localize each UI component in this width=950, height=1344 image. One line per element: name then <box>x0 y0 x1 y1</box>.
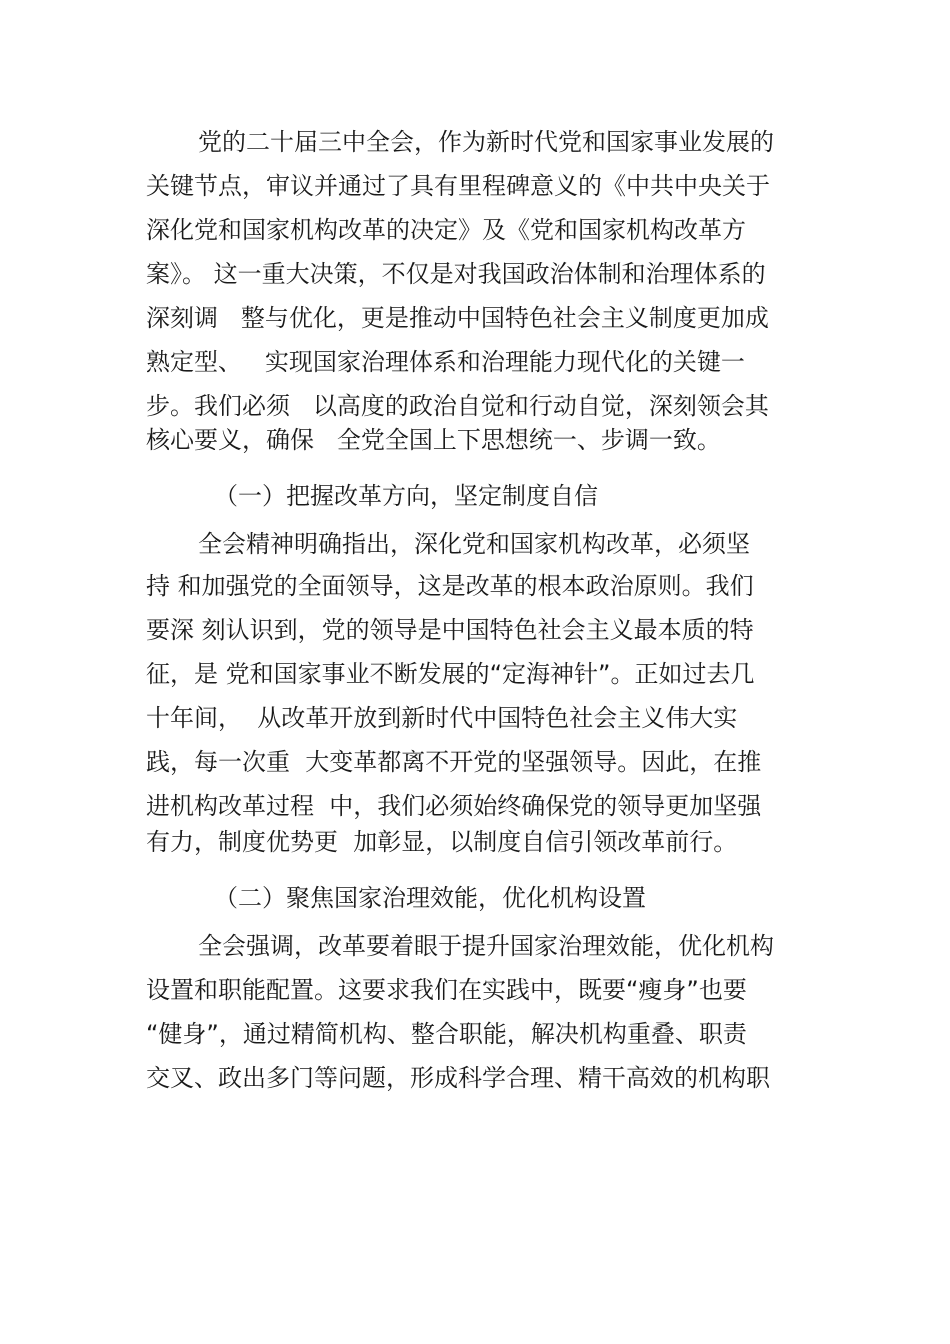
intro-line: 案》。 这一重大决策，不仅是对我国政治体制和治理体系的 <box>146 260 766 288</box>
intro-line: 核心要义，确保 全党全国上下思想统一、步调一致。 <box>146 426 721 454</box>
section-line: 全会精神明确指出，深化党和国家机构改革，必须坚 <box>198 530 750 558</box>
section-line: 有力，制度优势更 加彰显，以制度自信引领改革前行。 <box>146 828 738 856</box>
intro-line: 关键节点，审议并通过了具有里程碑意义的《中共中央关于 <box>146 172 770 200</box>
section-line: 十年间， 从改革开放到新时代中国特色社会主义伟大实 <box>146 704 738 732</box>
section-line: 要深 刻认识到，党的领导是中国特色社会主义最本质的特 <box>146 616 754 644</box>
section-line: 全会强调，改革要着眼于提升国家治理效能，优化机构 <box>198 932 774 960</box>
section-line: 践，每一次重 大变革都离不开党的坚强领导。因此，在推 <box>146 748 762 776</box>
intro-line: 党的二十届三中全会，作为新时代党和国家事业发展的 <box>198 128 774 156</box>
section-line: 进机构改革过程 中，我们必须始终确保党的领导更加坚强 <box>146 792 762 820</box>
section-line: 持 和加强党的全面领导，这是改革的根本政治原则。我们 <box>146 572 754 600</box>
section-heading: （一）把握改革方向，坚定制度自信 <box>214 482 598 510</box>
intro-line: 熟定型、 实现国家治理体系和治理能力现代化的关键一 <box>146 348 745 376</box>
section-line: 交叉、政出多门等问题，形成科学合理、精干高效的机构职 <box>146 1064 770 1092</box>
intro-line: 深刻调 整与优化，更是推动中国特色社会主义制度更加成 <box>146 304 769 332</box>
section-line: 设置和职能配置。这要求我们在实践中，既要“瘦身”也要 <box>146 976 747 1004</box>
section-line: “健身”，通过精简机构、整合职能，解决机构重叠、职责 <box>146 1020 747 1048</box>
section-line: 征，是 党和国家事业不断发展的“定海神针”。正如过去几 <box>146 660 755 688</box>
section-heading: （二）聚焦国家治理效能，优化机构设置 <box>214 884 646 912</box>
intro-line: 深化党和国家机构改革的决定》及《党和国家机构改革方 <box>146 216 746 244</box>
intro-line: 步。我们必须 以高度的政治自觉和行动自觉，深刻领会其 <box>146 392 769 420</box>
